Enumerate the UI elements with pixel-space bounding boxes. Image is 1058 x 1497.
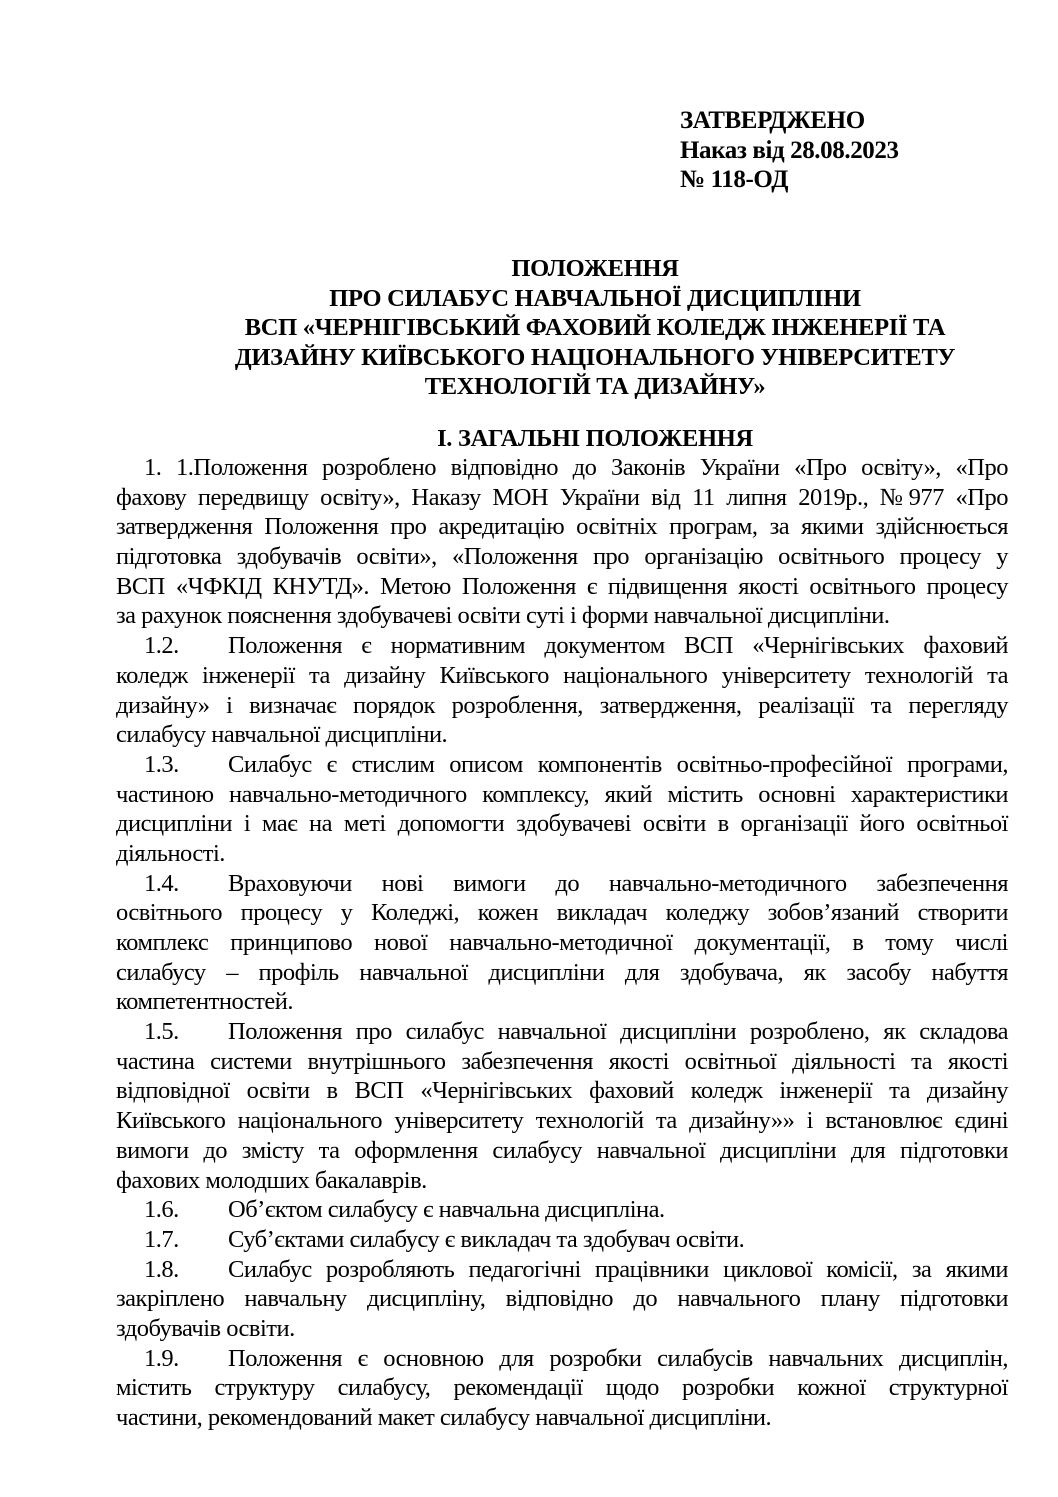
paragraph-number: 1.4. [144, 869, 179, 897]
paragraph-line: діяльності. [116, 839, 225, 867]
paragraph-line: частини, рекомендований макет силабусу навчальної дисципліни. [116, 1404, 772, 1431]
paragraph-line: силабусу – профіль навчальної дисципліни для здобувача, як засобу набуття [116, 958, 1008, 986]
approval-order-date: Наказ від 28.08.2023 [680, 136, 899, 164]
paragraph-1-3 [116, 750, 1008, 869]
section-body [116, 453, 1008, 1433]
paragraph-line: компетентностей. [116, 988, 293, 1016]
paragraph-line: Київського національного університету технологій та дизайну»» і встановлює єдині [116, 1107, 1008, 1135]
paragraph-number: 1.9. [144, 1344, 179, 1372]
paragraph-line: Положення є нормативним документом ВСП «Чернігівських фаховий [228, 632, 1008, 660]
paragraph-line: за рахунок пояснення здобувачеві освіти суті і форми навчальної дисципліни. [116, 602, 890, 630]
paragraph-line: ВСП «ЧФКІД КНУТД». Метою Положення є підвищення якості освітнього процесу [116, 572, 1008, 600]
title-line: ВСП «ЧЕРНІГІВСЬКИЙ ФАХОВИЙ КОЛЕДЖ ІНЖЕНЕРІЇ ТА [244, 314, 946, 342]
section-heading: I. ЗАГАЛЬНІ ПОЛОЖЕННЯ [437, 425, 753, 452]
title-line: ПРО СИЛАБУС НАВЧАЛЬНОЇ ДИСЦИПЛІНИ [329, 284, 861, 312]
paragraph-line: Об’єктом силабусу є навчальна дисципліна. [228, 1196, 665, 1224]
paragraph-number: 1.6. [144, 1196, 179, 1224]
paragraph-line: фахових молодших бакалаврів. [116, 1166, 427, 1194]
paragraph-line: Силабус є стислим описом компонентів освітньо-професійної програми, [228, 750, 1008, 778]
paragraph-line: силабусу навчальної дисципліни. [116, 721, 448, 749]
approval-order-number: № 118-ОД [680, 166, 789, 193]
paragraph-1-8 [116, 1255, 1008, 1344]
paragraph-1-2 [116, 631, 1008, 750]
document-title [100, 254, 1058, 402]
paragraph-line: Положення розроблено відповідно до Законів України «Про освіту», «Про [193, 454, 1008, 481]
paragraph-line: відповідної освіти в ВСП «Чернігівських фаховий коледж інженерії та дизайну [116, 1077, 1008, 1105]
approval-label: ЗАТВЕРДЖЕНО [680, 107, 865, 134]
paragraph-number: 1.8. [144, 1255, 179, 1283]
paragraph-number: 1. 1. [144, 454, 194, 481]
paragraph-line: комплекс принципово нової навчально-методичної документації, в тому числі [116, 929, 1008, 956]
paragraph-number: 1.5. [144, 1018, 179, 1046]
paragraph-line: Враховуючи нові вимоги до навчально-методичного забезпечення [228, 869, 1008, 897]
paragraph-line: Положення є основною для розробки силабусів навчальних дисциплін, [228, 1344, 1008, 1372]
paragraph-line: здобувачів освіти. [116, 1314, 295, 1342]
paragraph-line: освітнього процесу у Коледжі, кожен викладач коледжу зобов’язаний створити [116, 899, 1008, 927]
paragraph-number: 1.3. [144, 750, 179, 778]
paragraph-1-7 [116, 1225, 1008, 1255]
paragraph-line: Силабус розробляють педагогічні працівники циклової комісії, за якими [228, 1255, 1008, 1283]
paragraph-line: Положення про силабус навчальної дисципліни розроблено, як складова [228, 1018, 1008, 1046]
paragraph-line: фахову передвищу освіту», Наказу МОН України від 11 липня 2019р., №977 «Про [116, 483, 1008, 511]
paragraph-line: дизайну» і визначає порядок розроблення, затвердження, реалізації та перегляду [116, 691, 1008, 719]
paragraph-line: коледж інженерії та дизайну Київського національного університету технологій та [116, 661, 1008, 689]
paragraph-line: вимоги до змісту та оформлення силабусу навчальної дисципліни для підготовки [116, 1136, 1008, 1164]
approval-stamp [680, 106, 899, 195]
paragraph-line: закріплено навчальну дисципліну, відповідно до навчального плану підготовки [116, 1285, 1008, 1313]
paragraph-line: містить структуру силабусу, рекомендації щодо розробки кожної структурної [116, 1374, 1008, 1402]
paragraph-line: частина системи внутрішнього забезпечення якості освітньої діяльності та якості [116, 1047, 1008, 1075]
paragraph-line: затвердження Положення про акредитацію освітніх програм, за якими здійснюється [116, 513, 1008, 541]
paragraph-1-5 [116, 1017, 1008, 1195]
title-line: ПОЛОЖЕННЯ [511, 255, 679, 282]
paragraph-line: підготовка здобувачів освіти», «Положення про організацію освітнього процесу у [116, 543, 1008, 571]
paragraph-1-9 [116, 1344, 1008, 1433]
paragraph-line: частиною навчально-методичного комплексу, який містить основні характеристики [116, 780, 1008, 808]
paragraph-1-1 [116, 453, 1008, 631]
paragraph-1-6 [116, 1195, 1008, 1225]
paragraph-line: дисципліни і має на меті допомогти здобувачеві освіти в організації його освітньої [116, 810, 1008, 838]
paragraph-number: 1.7. [144, 1225, 179, 1253]
title-line: ТЕХНОЛОГІЙ ТА ДИЗАЙНУ» [424, 373, 766, 401]
paragraph-1-4 [116, 869, 1008, 1017]
paragraph-line: Суб’єктами силабусу є викладач та здобувач освіти. [228, 1225, 745, 1253]
title-line: ДИЗАЙНУ КИЇВСЬКОГО НАЦІОНАЛЬНОГО УНІВЕРСИТЕТУ [234, 343, 956, 371]
paragraph-number: 1.2. [144, 632, 179, 660]
